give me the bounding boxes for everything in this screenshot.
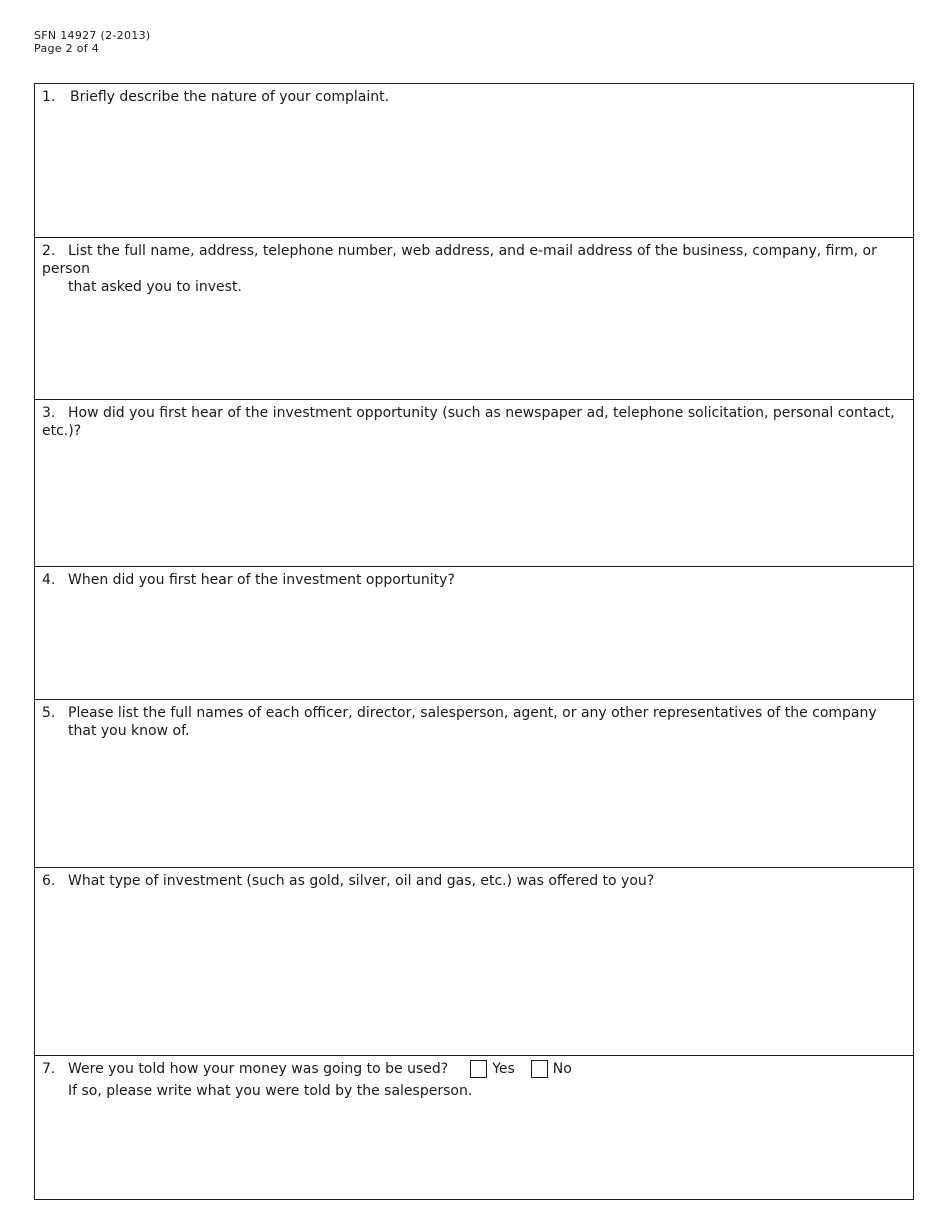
question-label: Please list the full names of each officer, director, salesperson, agent, or any other representatives of the company: [68, 705, 877, 721]
question-label: How did you first hear of the investment opportunity (such as newspaper ad, telephone solicitation, personal contact, etc.)?: [42, 405, 895, 439]
no-label: No: [552, 1061, 572, 1077]
question-2-field[interactable]: [35, 238, 913, 400]
question-label: Were you told how your money was going to be used?: [68, 1061, 449, 1077]
question-6-text: [42, 872, 907, 890]
question-4-text: [42, 571, 907, 589]
question-3-field[interactable]: [35, 400, 913, 567]
yes-checkbox[interactable]: [470, 1060, 487, 1078]
question-label: When did you first hear of the investment opportunity?: [68, 572, 455, 588]
question-number: 1.: [42, 89, 56, 105]
question-label: List the full name, address, telephone number, web address, and e-mail address of the business, company, firm, or person: [42, 243, 877, 277]
page-number: Page 2 of 4: [34, 42, 100, 55]
question-label: What type of investment (such as gold, silver, oil and gas, etc.) was offered to you?: [68, 873, 655, 889]
question-5-field[interactable]: [35, 700, 913, 868]
question-3-text: [42, 404, 907, 440]
question-number: 4.: [42, 572, 56, 588]
question-number: 3.: [42, 405, 56, 421]
question-number: 7.: [42, 1061, 56, 1077]
question-7-text: [42, 1058, 907, 1102]
yes-option[interactable]: [470, 1058, 515, 1080]
yes-label: Yes: [492, 1061, 515, 1077]
question-label-continued: that asked you to invest.: [68, 279, 242, 295]
no-checkbox[interactable]: [531, 1060, 548, 1078]
question-label-continued: that you know of.: [68, 723, 190, 739]
question-label: Briefly describe the nature of your complaint.: [70, 89, 390, 105]
question-1-text: [42, 88, 907, 106]
question-number: 5.: [42, 705, 56, 721]
question-label-continued: If so, please write what you were told by the salesperson.: [68, 1083, 473, 1099]
question-number: 6.: [42, 873, 56, 889]
form-number: SFN 14927 (2-2013): [34, 29, 151, 42]
no-option[interactable]: [531, 1058, 572, 1080]
question-6-field[interactable]: [35, 868, 913, 1056]
question-number: 2.: [42, 243, 56, 259]
complaint-form: [34, 83, 914, 1200]
question-1-field[interactable]: [35, 84, 913, 238]
question-4-field[interactable]: [35, 567, 913, 700]
question-5-text: [42, 704, 907, 740]
question-7-field[interactable]: [35, 1056, 913, 1201]
question-2-text: [42, 242, 907, 296]
form-header: [34, 29, 150, 55]
